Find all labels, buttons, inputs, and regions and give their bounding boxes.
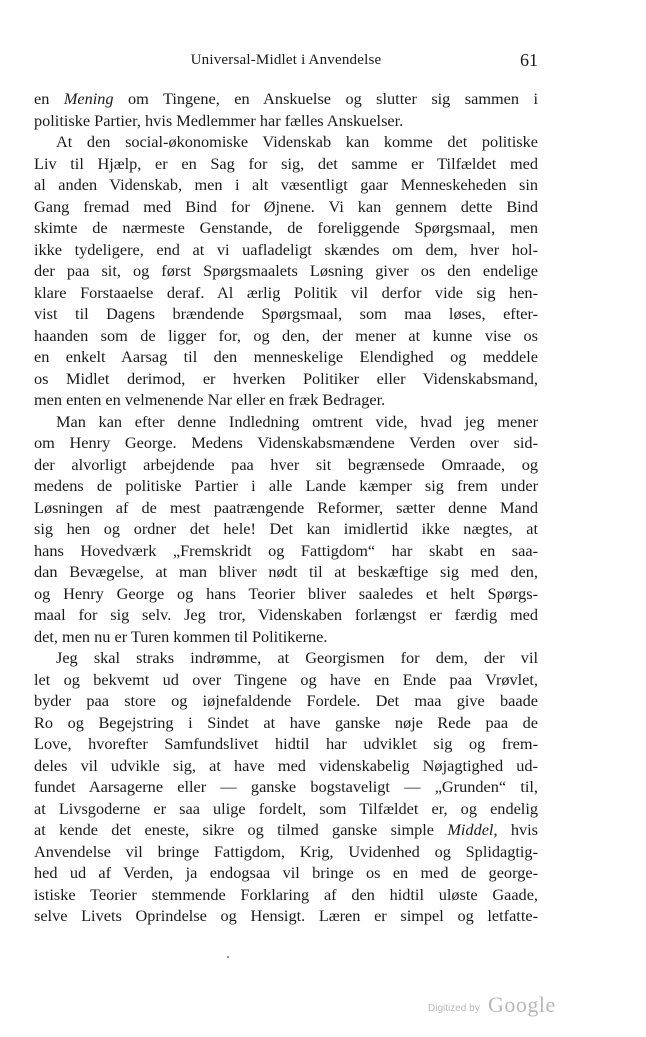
text-line [34,239,538,261]
text-run: let og bekvemt ud over Tingene og have en Ende paa Vrøvlet, [34,669,538,689]
text-run: ikke tydeligere, end at vi uafladeligt skændes om dem, hver hol- [34,239,538,259]
text-run: deles vil udvikle sig, at have med videnskabelig Nøjagtighed ud- [34,755,538,775]
text-run: en enkelt Aarsag til den menneskelige Elendighed og meddele [34,347,538,366]
text-run: at kende det eneste, sikre og tilmed ganske simple [34,820,448,839]
text-line [34,88,538,110]
text-run: haanden som de ligger for, og den, der mener at kunne vise os [34,325,538,345]
text-run: medens de politiske Partier i alle Lande kæmper sig frem under [34,476,538,495]
text-line [34,561,538,583]
text-line [34,583,538,605]
text-run: sig hen og ordner det hele! Det kan imidlertid ikke nægtes, at [34,519,538,538]
text-line [34,540,538,562]
text-run: skimte de nærmeste Genstande, de foreliggende Spørgsmaal, men [34,218,538,237]
text-run: hans Hovedværk „Fremskridt og Fattigdom“ har skabt en saa- [34,540,538,560]
body-text [34,88,538,927]
text-line [34,690,538,712]
text-line [34,131,538,153]
text-line [34,174,538,196]
text-run: Man kan efter denne Indledning omtrent vide, hvad jeg mener [56,411,538,431]
text-run: og Henry George og hans Teorier bliver saaledes et helt Spørgs- [34,583,538,603]
paragraph [34,88,538,131]
text-line [34,196,538,218]
text-run: en [34,89,64,108]
text-line [34,432,538,454]
text-line [34,819,538,841]
text-line [34,518,538,540]
text-line [34,303,538,325]
text-run: politiske Partier, hvis Medlemmer har fælles Anskuelser. [34,110,404,130]
text-run: Jeg skal straks indrømme, at Georgismen for dem, der vil [56,648,538,667]
text-run: Anvendelse vil bringe Fattigdom, Krig, Uvidenhed og Splidagtig- [34,841,538,861]
paragraph [34,411,538,648]
google-logo: Google [488,992,556,1017]
text-run: der alvorligt arbejdende paa hver sit begrænsede Omraade, og [34,454,538,474]
digitization-watermark [428,990,568,1018]
text-line [34,110,538,132]
text-line [34,862,538,884]
text-run: hvis [497,820,538,839]
text-run: At den social-økonomiske Videnskab kan komme det politiske [56,132,538,151]
text-line [34,153,538,175]
text-line [34,733,538,755]
paragraph [34,647,538,927]
text-run: istiske Teorier stemmende Forklaring af den hidtil uløste Gaade, [34,884,538,904]
text-run: Ro og Begejstring i Sindet at have ganske nøje Rede paa de [34,712,538,732]
text-line [34,282,538,304]
text-run: al anden Videnskab, men i alt væsentligt gaar Menneskeheden sin [34,175,538,194]
text-line [34,776,538,798]
text-run: Love, hvorefter Samfundslivet hidtil har udviklet sig og frem- [34,734,538,753]
text-run: vist til Dagens brændende Spørgsmaal, som maa løses, efter- [34,304,538,323]
text-line [34,669,538,691]
text-run: klare Forstaaelse deraf. Al ærlig Politik vil derfor vide sig hen- [34,282,538,302]
text-run: hed ud af Verden, ja endogsaa vil bringe os en med de george- [34,863,538,882]
text-line [34,217,538,239]
text-line [34,389,538,411]
text-run: der paa sit, og først Spørgsmaalets Løsning giver os den endelige [34,261,538,280]
text-line [34,712,538,734]
paragraph [34,131,538,411]
text-run: selve Livets Oprindelse og Hensigt. Læren er simpel og letfatte- [34,906,538,925]
text-run: om Tingene, en Anskuelse og slutter sig sammen i [113,89,539,108]
text-line [34,798,538,820]
text-run: det, men nu er Turen kommen til Politikerne. [34,626,328,646]
page-header [34,50,538,74]
text-line [34,497,538,519]
text-line [34,368,538,390]
text-line [34,884,538,906]
text-line [34,325,538,347]
page-number: 61 [520,50,538,70]
text-run: byder paa store og iøjnefaldende Fordele. Det maa give baade [34,691,538,710]
text-run: men enten en velmenende Nar eller en fræk Bedrager. [34,390,386,409]
text-line [34,454,538,476]
text-line [34,346,538,368]
text-line [34,260,538,282]
text-line [34,647,538,669]
text-line [34,841,538,863]
text-run: dan Bevægelse, at man bliver nødt til at beskæftige sig med den, [34,562,538,581]
text-run: os Midlet derimod, er hverken Politiker eller Videnskabsmand, [34,368,538,388]
text-run: Liv til Hjælp, er en Sag for sig, det samme er Tilfældet med [34,153,538,173]
text-run: Gang fremad med Bind for Øjnene. Vi kan gennem dette Bind [34,196,538,216]
text-line [34,905,538,927]
text-line [34,755,538,777]
ink-speck [227,956,229,958]
italic-word: Middel, [447,820,498,839]
text-run: om Henry George. Medens Videnskabsmændene Verden over sid- [34,433,538,452]
text-run: fundet Aarsagerne eller — ganske bogstaveligt — „Grunden“ til, [34,777,538,796]
italic-word: Mening [63,89,114,108]
text-run: at Livsgoderne er saa ulige fordelt, som Tilfældet er, og endelig [34,798,538,818]
text-run: Løsningen af de mest paatrængende Reformer, sætter denne Mand [34,497,538,517]
digitized-by-label: Digitized by [428,1003,480,1014]
text-run: maal for sig selv. Jeg tror, Videnskaben forlængst er færdig med [34,605,538,624]
text-line [34,411,538,433]
text-line [34,475,538,497]
text-line [34,626,538,648]
text-line [34,604,538,626]
running-head: Universal-Midlet i Anvendelse [190,52,382,68]
